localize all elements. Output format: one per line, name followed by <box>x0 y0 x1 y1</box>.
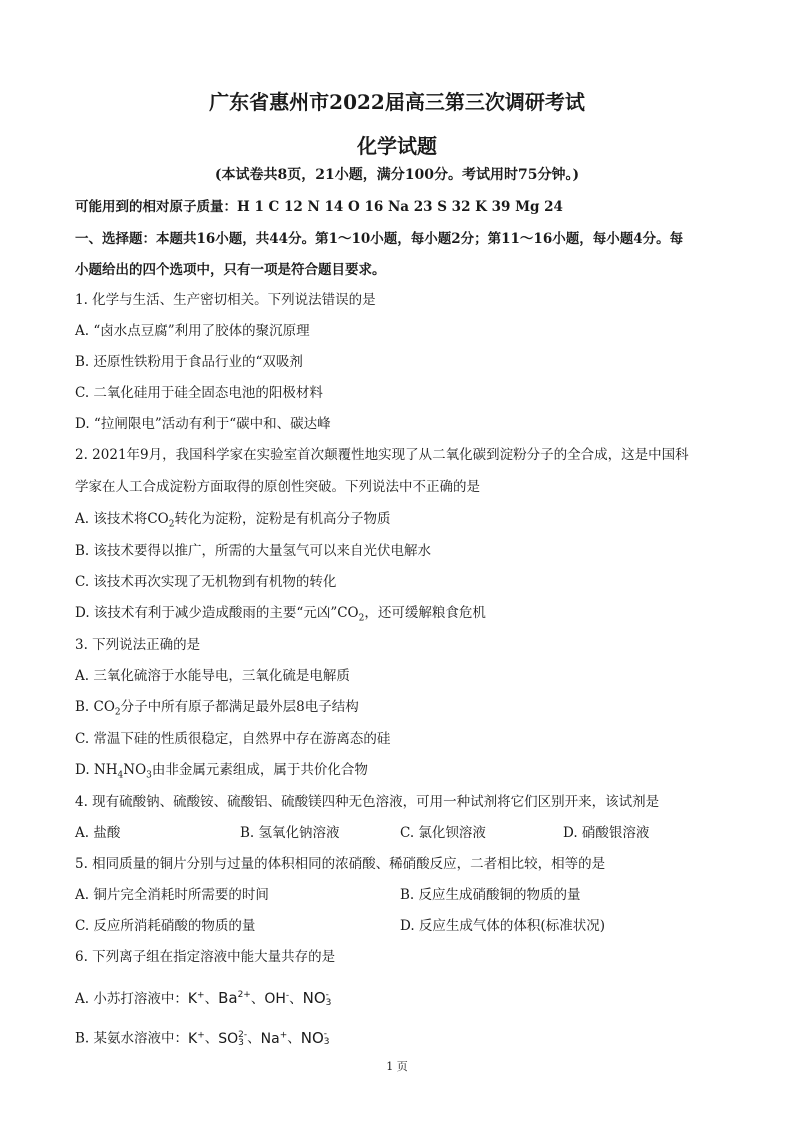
question-2-option-d: D. 该技术有利于减少造成酸雨的主要“元凶$”CO_2$，还可缓解粮食危机 <box>75 605 486 624</box>
section-instructions-1: 一、选择题：本题共16小题，共44分。第1～10小题，每小题2分；第11～16小题，每小题4分。每 <box>75 231 684 247</box>
subject-title: 化学试题 <box>357 134 437 158</box>
question-4-option-c: C. 氯化钡溶液 <box>400 825 486 841</box>
exam-note: (本试卷共8页，21小题，满分100分。考试用时75分钟。) <box>214 167 580 183</box>
question-6-option-b: B. 某氨水溶液中：K+、SO 2- 3 、Na+、NO - 3 <box>75 1028 330 1048</box>
question-1-option-b: B. 还原性铁粉用于食品行业的“双吸剂 <box>75 354 303 370</box>
question-1-option-c: C. 二氧化硅用于硅全固态电池的阳极材料 <box>75 385 323 401</box>
question-5-option-c: C. 反应所消耗硝酸的物质的量 <box>75 918 256 934</box>
question-3-option-b: B. $CO_2$分子中所有原子都满足最外层8电子结构 <box>75 699 359 718</box>
question-4-option-b: B. 氢氧化钠溶液 <box>240 825 340 841</box>
question-2-option-b: B. 该技术要得以推广，所需的大量氢气可以来自光伏电解水 <box>75 543 432 559</box>
question-2-option-a: A. 该技术将$CO_2$转化为淀粉，淀粉是有机高分子物质 <box>75 511 391 530</box>
question-6-option-a: A. 小苏打溶液中：K+、$Ba^{2+}$、OH-、NO - 3 <box>75 989 332 1008</box>
exam-title: 广东省惠州市2022届高三第三次调研考试 <box>209 90 585 114</box>
question-1-stem: 1. 化学与生活、生产密切相关。下列说法错误的是 <box>75 292 376 308</box>
question-5-option-d: D. 反应生成气体的体积(标准状况) <box>400 918 605 934</box>
question-4-option-d: D. 硝酸银溶液 <box>563 825 650 841</box>
question-3-stem: 3. 下列说法正确的是 <box>75 637 201 653</box>
page-number: 1 页 <box>386 1060 408 1073</box>
question-4-stem: 4. 现有硫酸钠、硫酸铵、硫酸铝、硫酸镁四种无色溶液，可用一种试剂将它们区别开来，该试剂是 <box>75 794 660 810</box>
question-1-option-d: D. “拉闸限电”活动有利于“碳中和、碳达峰 <box>75 416 331 432</box>
question-1-option-a: A. “卤水点豆腐”利用了胶体的聚沉原理 <box>75 323 310 339</box>
section-instructions-2: 小题给出的四个选项中，只有一项是符合题目要求。 <box>75 262 386 278</box>
question-2-option-c: C. 该技术再次实现了无机物到有机物的转化 <box>75 574 337 590</box>
question-2-stem-line1: 2. 2021年9月，我国科学家在实验室首次颠覆性地实现了从二氧化碳到淀粉分子的全合成，这是中国科 <box>75 447 689 463</box>
question-4-option-a: A. 盐酸 <box>75 825 121 841</box>
question-5-stem: 5. 相同质量的铜片分别与过量的体积相同的浓硝酸、稀硝酸反应，二者相比较，相等的是 <box>75 856 606 872</box>
question-3-option-d: D. $NH_4NO_3$由非金属元素组成，属于共价化合物 <box>75 762 368 781</box>
question-3-option-a: A. 三氧化硫溶于水能导电，三氧化硫是电解质 <box>75 668 350 684</box>
question-2-stem-line2: 学家在人工合成淀粉方面取得的原创性突破。下列说法中不正确的是 <box>75 479 480 495</box>
question-6-stem: 6. 下列离子组在指定溶液中能大量共存的是 <box>75 949 336 965</box>
question-5-option-a: A. 铜片完全消耗时所需要的时间 <box>75 887 269 903</box>
atomic-masses: 可能用到的相对原子质量：H 1 C 12 N 14 O 16 Na 23 S 32 K 39 Mg 24 <box>75 199 563 215</box>
question-3-option-c: C. 常温下硅的性质很稳定，自然界中存在游离态的硅 <box>75 731 391 747</box>
question-5-option-b: B. 反应生成硝酸铜的物质的量 <box>400 887 581 903</box>
